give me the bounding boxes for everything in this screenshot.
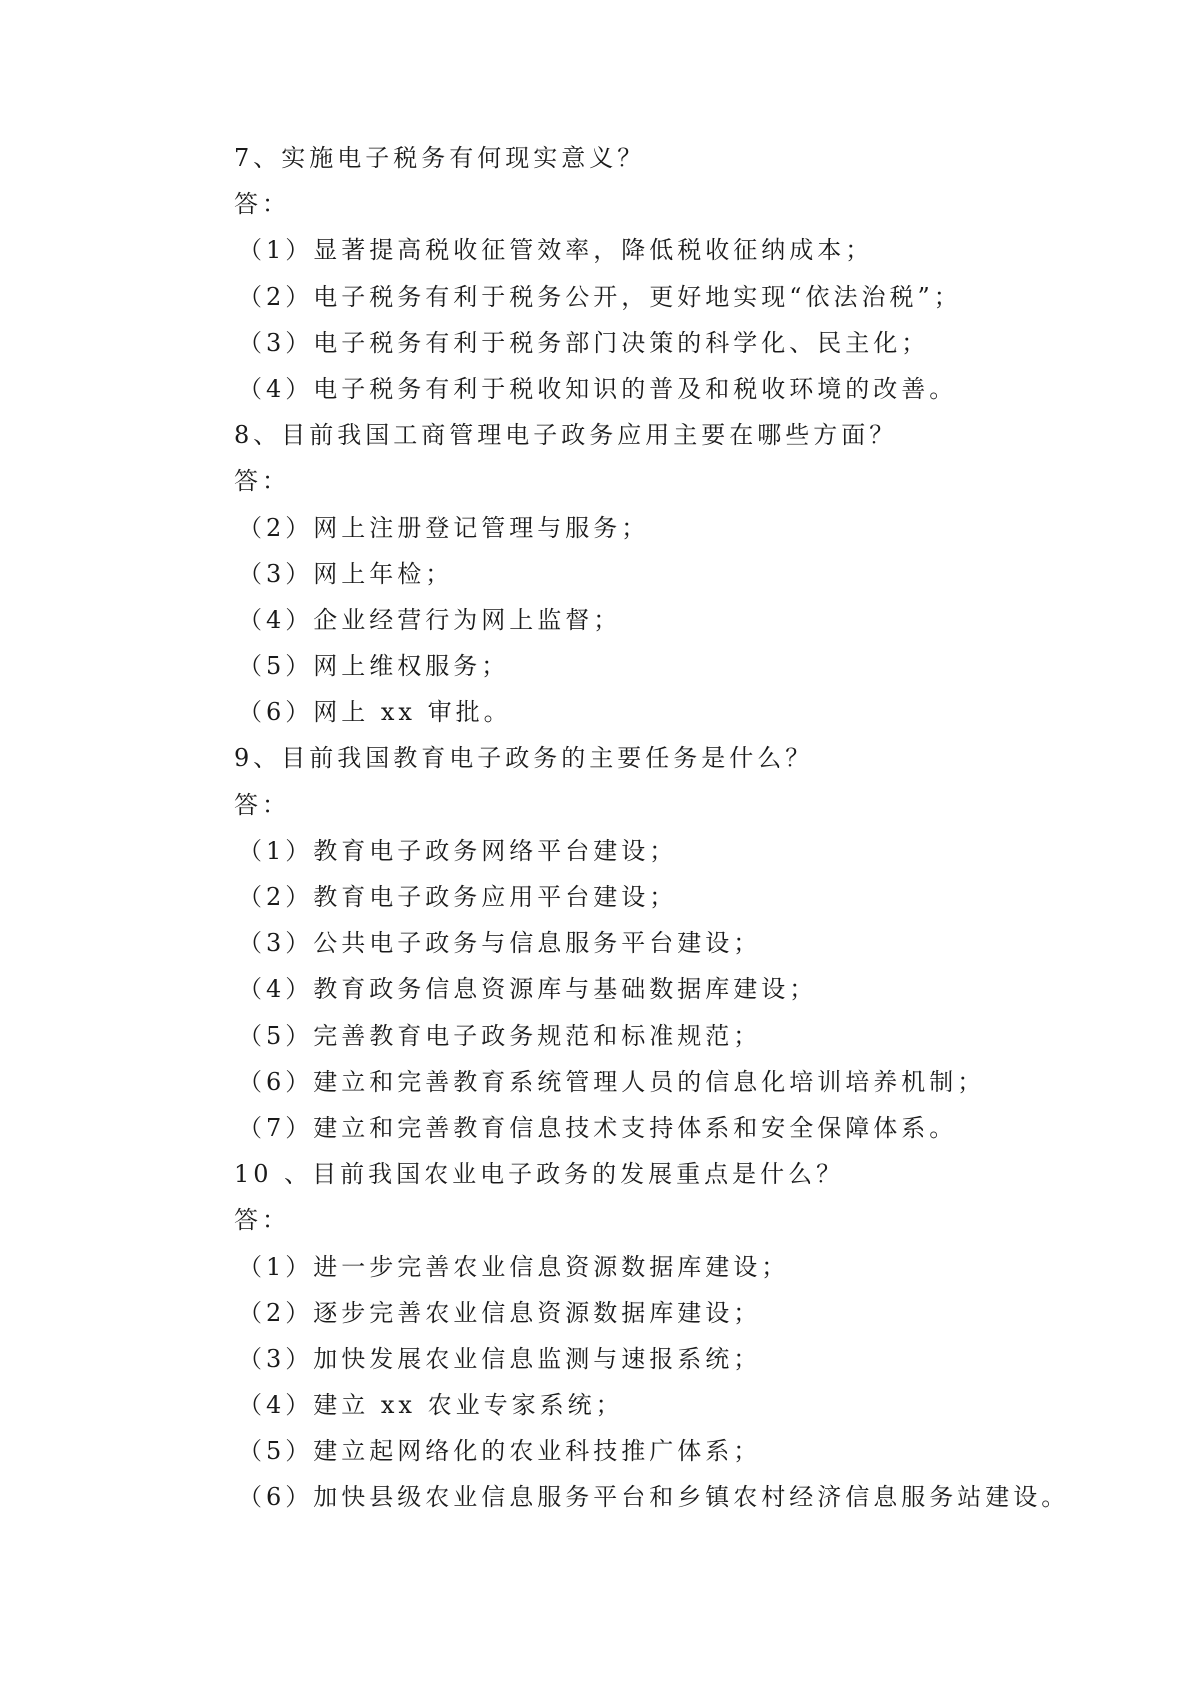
question-10: 10 、目前我国农业电子政务的发展重点是什么？ <box>234 1160 845 1189</box>
list-item: （4）电子税务有利于税收知识的普及和税收环境的改善。 <box>238 374 958 403</box>
list-item: （1）教育电子政务网络平台建设； <box>238 836 678 865</box>
list-item: （7）建立和完善教育信息技术支持体系和安全保障体系。 <box>238 1113 958 1142</box>
document-body <box>234 135 1094 1521</box>
list-item: （4）企业经营行为网上监督； <box>238 605 622 634</box>
list-item: （6）建立和完善教育系统管理人员的信息化培训培养机制； <box>238 1067 986 1096</box>
list-item: （3）电子税务有利于税务部门决策的科学化、民主化； <box>238 328 930 357</box>
list-item: （3）公共电子政务与信息服务平台建设； <box>238 929 762 958</box>
list-item: （1）进一步完善农业信息资源数据库建设； <box>238 1252 790 1281</box>
list-item: （6）网上 xx 审批。 <box>238 698 512 727</box>
list-item: （2）电子税务有利于税务公开，更好地实现“依法治税”； <box>238 282 962 311</box>
list-item: （5）网上维权服务； <box>238 652 510 681</box>
answer-label-9: 答： <box>234 790 290 819</box>
answer-label-8: 答： <box>234 467 290 496</box>
list-item: （4）建立 xx 农业专家系统； <box>238 1391 624 1420</box>
question-7: 7、实施电子税务有何现实意义？ <box>234 144 646 172</box>
list-item: （1）显著提高税收征管效率，降低税收征纳成本； <box>238 236 874 265</box>
list-item: （2）教育电子政务应用平台建设； <box>238 883 678 911</box>
question-9: 9、目前我国教育电子政务的主要任务是什么？ <box>234 744 814 773</box>
list-item: （4）教育政务信息资源库与基础数据库建设； <box>238 975 818 1004</box>
list-item: （2）网上注册登记管理与服务； <box>238 513 650 542</box>
list-item: （6）加快县级农业信息服务平台和乡镇农村经济信息服务站建设。 <box>238 1483 1070 1512</box>
question-8: 8、目前我国工商管理电子政务应用主要在哪些方面？ <box>234 421 898 450</box>
list-item: （2）逐步完善农业信息资源数据库建设； <box>238 1298 762 1327</box>
answer-label-10: 答： <box>234 1206 290 1235</box>
list-item: （3）网上年检； <box>238 559 454 588</box>
answer-label-7: 答： <box>234 190 290 219</box>
list-item: （5）建立起网络化的农业科技推广体系； <box>238 1437 762 1466</box>
list-item: （5）完善教育电子政务规范和标准规范； <box>238 1021 762 1050</box>
list-item: （3）加快发展农业信息监测与速报系统； <box>238 1344 762 1373</box>
